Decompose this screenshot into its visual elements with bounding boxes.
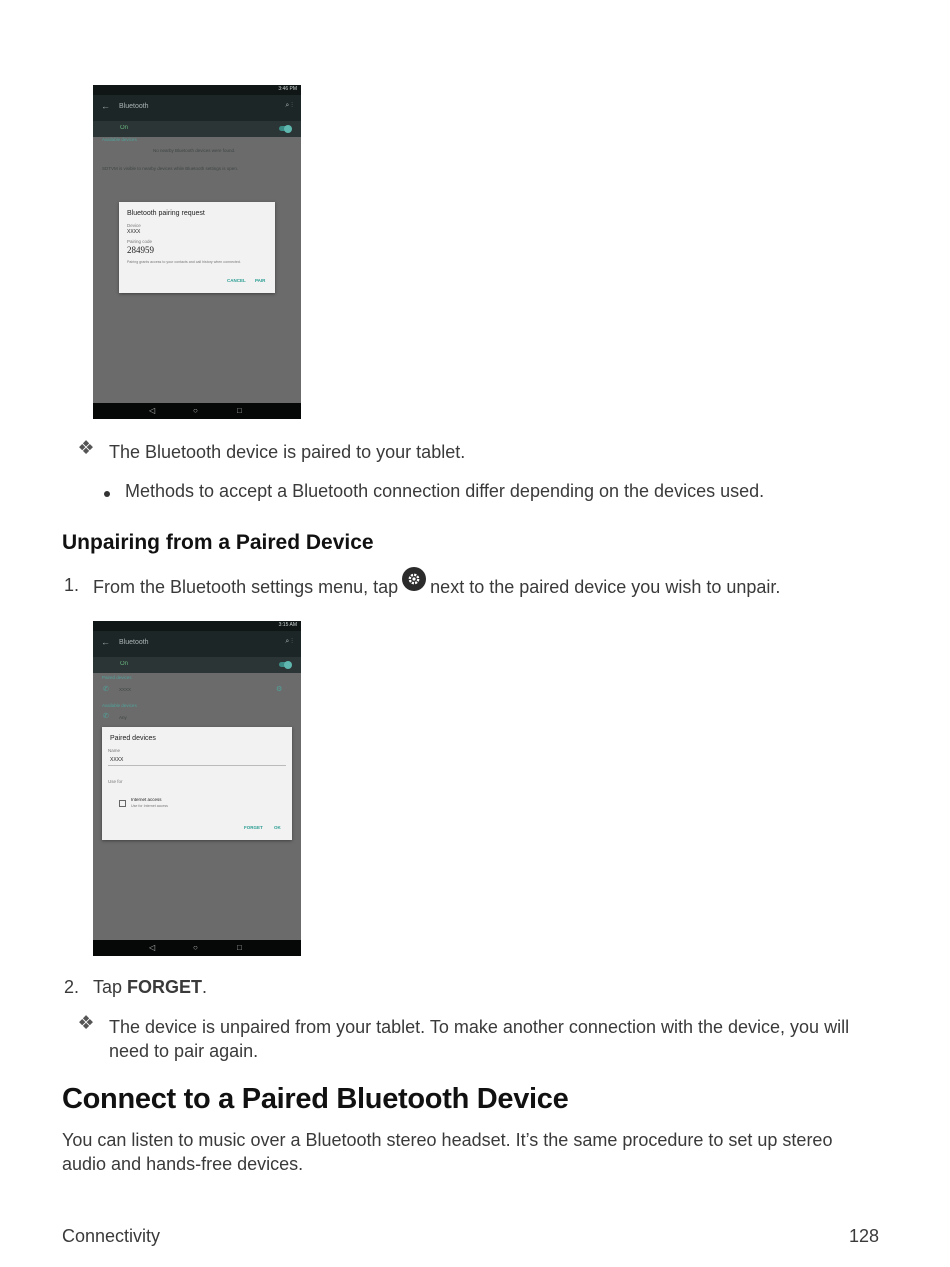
search-menu-icon: ⌕ ⋮	[285, 638, 293, 645]
no-devices-text: No nearby Bluetooth devices were found.	[153, 148, 236, 153]
available-devices-header: Available devices	[102, 703, 137, 708]
internet-access-sub: Use for Internet access	[131, 804, 168, 808]
step2-text	[93, 975, 207, 999]
gear-icon	[402, 567, 426, 591]
app-title: Bluetooth	[119, 639, 149, 646]
diamond-bullet-icon: ❖	[77, 437, 95, 459]
back-nav-icon: ◁	[149, 943, 156, 952]
paired-devices-screenshot	[93, 621, 301, 956]
home-nav-icon: ○	[193, 406, 198, 415]
app-title: Bluetooth	[119, 103, 149, 110]
app-bar	[93, 95, 301, 121]
pair-button[interactable]: PAIR	[255, 278, 266, 283]
recents-nav-icon: □	[237, 943, 242, 952]
nav-bar	[93, 940, 301, 956]
status-bar: 3:15 AM	[93, 621, 301, 631]
toggle-icon	[279, 126, 291, 131]
phone-icon: ✆	[103, 686, 109, 693]
bullet-paired-text: The Bluetooth device is paired to your tablet.	[109, 442, 466, 462]
heading-unpairing: Unpairing from a Paired Device	[62, 531, 374, 554]
step1-after: next to the paired device you wish to unpair.	[430, 577, 781, 597]
app-bar	[93, 631, 301, 657]
search-menu-icon: ⌕ ⋮	[285, 102, 293, 109]
back-nav-icon: ◁	[149, 406, 156, 415]
ok-button[interactable]: OK	[274, 825, 281, 830]
bullet-unpaired-text: The device is unpaired from your tablet. To make another connection with the device, you will need to pair again.	[109, 1017, 850, 1061]
name-input[interactable]: XXXX	[110, 757, 124, 763]
diamond-bullet-icon: ❖	[77, 1012, 95, 1034]
pairing-note: Pairing grants access to your contacts and call history when connected.	[127, 260, 241, 264]
step2-before: Tap	[93, 977, 123, 997]
pairing-request-screenshot	[93, 85, 301, 419]
dialog-title: Bluetooth pairing request	[127, 210, 205, 217]
step2-number: 2.	[64, 977, 80, 997]
pairing-code: 284959	[127, 245, 154, 255]
device-label: Device	[127, 223, 141, 228]
available-devices-header: Available devices	[102, 137, 137, 142]
step2-forget: FORGET	[127, 977, 203, 997]
paragraph-connect: You can listen to music over a Bluetooth stereo headset. It’s the same procedure to set up stereo audio and hands-free devices.	[62, 1130, 833, 1174]
step1-text	[93, 573, 913, 599]
sub-bullet-methods-text: Methods to accept a Bluetooth connection differ depending on the devices used.	[125, 481, 765, 501]
footer-section: Connectivity	[62, 1226, 161, 1246]
recents-nav-icon: □	[237, 406, 242, 415]
paired-device-dialog	[102, 727, 292, 840]
step1-number: 1.	[64, 575, 80, 595]
use-for-label: Use for	[108, 779, 123, 784]
bluetooth-toggle-row: On	[93, 121, 301, 137]
sub-bullet-dot	[104, 491, 110, 497]
home-nav-icon: ○	[193, 943, 198, 952]
available-device-name: Any	[119, 715, 127, 720]
internet-access-label: Internet access	[131, 797, 162, 802]
back-arrow-icon: ←	[101, 637, 110, 647]
step1-before: From the Bluetooth settings menu, tap	[93, 577, 399, 597]
internet-access-checkbox[interactable]	[119, 800, 126, 807]
dialog-title: Paired devices	[110, 735, 156, 742]
device-value: XXXX	[127, 229, 141, 235]
heading-connect: Connect to a Paired Bluetooth Device	[62, 1083, 569, 1115]
code-label: Pairing code	[127, 239, 153, 244]
back-arrow-icon: ←	[101, 101, 110, 111]
forget-button[interactable]: FORGET	[244, 825, 263, 830]
phone-icon: ✆	[103, 713, 109, 720]
step2-after: .	[202, 977, 208, 997]
name-label: Name	[108, 748, 121, 753]
status-bar: 3:46 PM	[93, 85, 301, 95]
bluetooth-toggle-row: On	[93, 657, 301, 673]
toggle-icon	[279, 662, 291, 667]
nav-bar	[93, 403, 301, 419]
paired-device-name: XXXX	[119, 687, 132, 692]
name-underline	[108, 765, 286, 766]
pairing-dialog	[119, 202, 275, 293]
page-number: 128	[848, 1226, 879, 1246]
device-settings-gear-icon[interactable]: ⚙	[276, 686, 283, 693]
cancel-button[interactable]: CANCEL	[227, 278, 246, 283]
visibility-note: SDTVM is visible to nearby devices while Bluetooth settings is open.	[102, 166, 239, 171]
paired-devices-header: Paired devices	[102, 675, 132, 680]
